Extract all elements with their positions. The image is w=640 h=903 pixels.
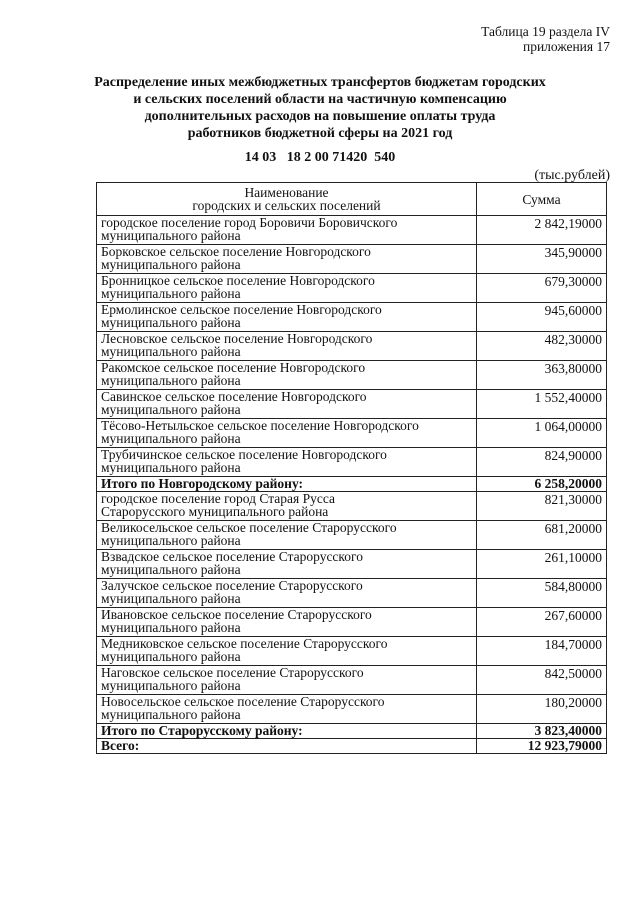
settlement-name-cell bbox=[97, 245, 477, 274]
table-row bbox=[97, 303, 607, 332]
settlement-name-line1: городское поселение город Старая Русса bbox=[101, 491, 335, 506]
table-row bbox=[97, 245, 607, 274]
settlement-name-cell bbox=[97, 390, 477, 419]
settlement-name-cell bbox=[97, 477, 477, 492]
settlement-name-line2: муниципального района bbox=[101, 562, 241, 577]
table-reference-line1: Таблица 19 раздела IV bbox=[481, 24, 610, 39]
amount-cell: 482,30000 bbox=[477, 332, 607, 361]
table-row bbox=[97, 521, 607, 550]
table-header-row bbox=[97, 183, 607, 216]
amount-cell: 180,20000 bbox=[477, 695, 607, 724]
settlement-name-line1: Взвадское сельское поселение Старорусского bbox=[101, 549, 363, 564]
title-line3: дополнительных расходов на повышение оплаты труда bbox=[144, 109, 496, 124]
column-header-name bbox=[97, 183, 477, 216]
settlement-name-line2: муниципального района bbox=[101, 402, 241, 417]
column-header-sum: Сумма bbox=[477, 183, 607, 216]
column-header-name-line1: Наименование bbox=[244, 185, 329, 200]
settlement-name-line2: муниципального района bbox=[101, 431, 241, 446]
settlement-name-cell bbox=[97, 695, 477, 724]
table-total-row bbox=[97, 739, 607, 754]
amount-cell: 584,80000 bbox=[477, 579, 607, 608]
settlement-name-line1: Великосельское сельское поселение Старорусского bbox=[101, 520, 397, 535]
settlement-name-line1: городское поселение город Боровичи Боровичского bbox=[101, 215, 398, 230]
settlement-name-line2: муниципального района bbox=[101, 678, 241, 693]
table-row bbox=[97, 332, 607, 361]
settlement-name-cell bbox=[97, 608, 477, 637]
settlement-name-line1: Ермолинское сельское поселение Новгородского bbox=[101, 302, 382, 317]
title-line2: и сельских поселений области на частичную компенсацию bbox=[133, 92, 507, 107]
settlement-name-line2: муниципального района bbox=[101, 344, 241, 359]
settlement-name-cell bbox=[97, 739, 477, 754]
settlement-name-line1: Наговское сельское поселение Старорусского bbox=[101, 665, 364, 680]
table-row bbox=[97, 492, 607, 521]
title-line1: Распределение иных межбюджетных трансфертов бюджетам городских bbox=[94, 75, 546, 90]
table-body bbox=[97, 216, 607, 754]
settlement-name-line2: муниципального района bbox=[101, 315, 241, 330]
amount-cell: 1 064,00000 bbox=[477, 419, 607, 448]
settlement-name-line2: Старорусского муниципального района bbox=[101, 504, 329, 519]
settlement-name-line1: Итого по Новгородскому району: bbox=[101, 476, 304, 491]
settlement-name-line1: Медниковское сельское поселение Старорусского bbox=[101, 636, 388, 651]
settlement-name-line2: муниципального района bbox=[101, 707, 241, 722]
settlement-name-line2: муниципального района bbox=[101, 228, 241, 243]
settlement-name-line1: Лесновское сельское поселение Новгородского bbox=[101, 331, 373, 346]
settlement-name-cell bbox=[97, 361, 477, 390]
amount-cell: 824,90000 bbox=[477, 448, 607, 477]
settlement-name-line1: Бронницкое сельское поселение Новгородского bbox=[101, 273, 375, 288]
settlement-name-cell bbox=[97, 637, 477, 666]
table-row bbox=[97, 637, 607, 666]
amount-cell: 6 258,20000 bbox=[477, 477, 607, 492]
amount-cell: 945,60000 bbox=[477, 303, 607, 332]
table-row bbox=[97, 390, 607, 419]
table-row bbox=[97, 361, 607, 390]
amount-cell: 3 823,40000 bbox=[477, 724, 607, 739]
amount-cell: 679,30000 bbox=[477, 274, 607, 303]
table-total-row bbox=[97, 477, 607, 492]
settlement-name-cell bbox=[97, 724, 477, 739]
settlement-name-line2: муниципального района bbox=[101, 533, 241, 548]
settlement-name-line2: муниципального района bbox=[101, 620, 241, 635]
settlement-name-line1: Итого по Старорусскому району: bbox=[101, 723, 303, 738]
table-row bbox=[97, 274, 607, 303]
table-row bbox=[97, 419, 607, 448]
table-row bbox=[97, 550, 607, 579]
settlement-name-line2: муниципального района bbox=[101, 591, 241, 606]
settlement-name-cell bbox=[97, 521, 477, 550]
distribution-table bbox=[96, 182, 607, 754]
settlement-name-cell bbox=[97, 666, 477, 695]
amount-cell: 681,20000 bbox=[477, 521, 607, 550]
settlement-name-line1: Трубичинское сельское поселение Новгородского bbox=[101, 447, 387, 462]
settlement-name-line1: Всего: bbox=[101, 738, 140, 753]
budget-code: 14 03 18 2 00 71420 540 bbox=[244, 150, 396, 165]
settlement-name-line1: Ракомское сельское поселение Новгородского bbox=[101, 360, 366, 375]
table-row bbox=[97, 666, 607, 695]
table-reference bbox=[481, 24, 610, 54]
settlement-name-line1: Ивановское сельское поселение Старорусского bbox=[101, 607, 372, 622]
table-reference-line2: приложения 17 bbox=[522, 39, 610, 54]
table-total-row bbox=[97, 724, 607, 739]
table-row bbox=[97, 448, 607, 477]
table-row bbox=[97, 579, 607, 608]
document-title bbox=[70, 74, 570, 142]
table-row bbox=[97, 695, 607, 724]
table-row bbox=[97, 216, 607, 245]
amount-cell: 345,90000 bbox=[477, 245, 607, 274]
settlement-name-line2: муниципального района bbox=[101, 460, 241, 475]
table-row bbox=[97, 608, 607, 637]
settlement-name-cell bbox=[97, 332, 477, 361]
settlement-name-line1: Залучское сельское поселение Старорусского bbox=[101, 578, 363, 593]
settlement-name-cell bbox=[97, 419, 477, 448]
amount-cell: 821,30000 bbox=[477, 492, 607, 521]
amount-cell: 261,10000 bbox=[477, 550, 607, 579]
amount-cell: 842,50000 bbox=[477, 666, 607, 695]
settlement-name-cell bbox=[97, 303, 477, 332]
settlement-name-line2: муниципального района bbox=[101, 649, 241, 664]
amount-cell: 184,70000 bbox=[477, 637, 607, 666]
settlement-name-line1: Тёсово-Нетыльское сельское поселение Новгородского bbox=[101, 418, 419, 433]
settlement-name-cell bbox=[97, 448, 477, 477]
amount-cell: 1 552,40000 bbox=[477, 390, 607, 419]
amount-cell: 12 923,79000 bbox=[477, 739, 607, 754]
amount-cell: 363,80000 bbox=[477, 361, 607, 390]
settlement-name-line2: муниципального района bbox=[101, 257, 241, 272]
settlement-name-cell bbox=[97, 492, 477, 521]
settlement-name-cell bbox=[97, 216, 477, 245]
settlement-name-line2: муниципального района bbox=[101, 373, 241, 388]
settlement-name-line1: Новосельское сельское поселение Старорусского bbox=[101, 694, 385, 709]
amount-cell: 267,60000 bbox=[477, 608, 607, 637]
settlement-name-line2: муниципального района bbox=[101, 286, 241, 301]
title-line4: работников бюджетной сферы на 2021 год bbox=[187, 126, 453, 141]
amount-cell: 2 842,19000 bbox=[477, 216, 607, 245]
settlement-name-cell bbox=[97, 274, 477, 303]
settlement-name-line1: Борковское сельское поселение Новгородского bbox=[101, 244, 371, 259]
settlement-name-cell bbox=[97, 550, 477, 579]
column-header-name-line2: городских и сельских поселений bbox=[192, 198, 381, 213]
settlement-name-line1: Савинское сельское поселение Новгородского bbox=[101, 389, 367, 404]
settlement-name-cell bbox=[97, 579, 477, 608]
unit-label: (тыс.рублей) bbox=[534, 168, 610, 183]
